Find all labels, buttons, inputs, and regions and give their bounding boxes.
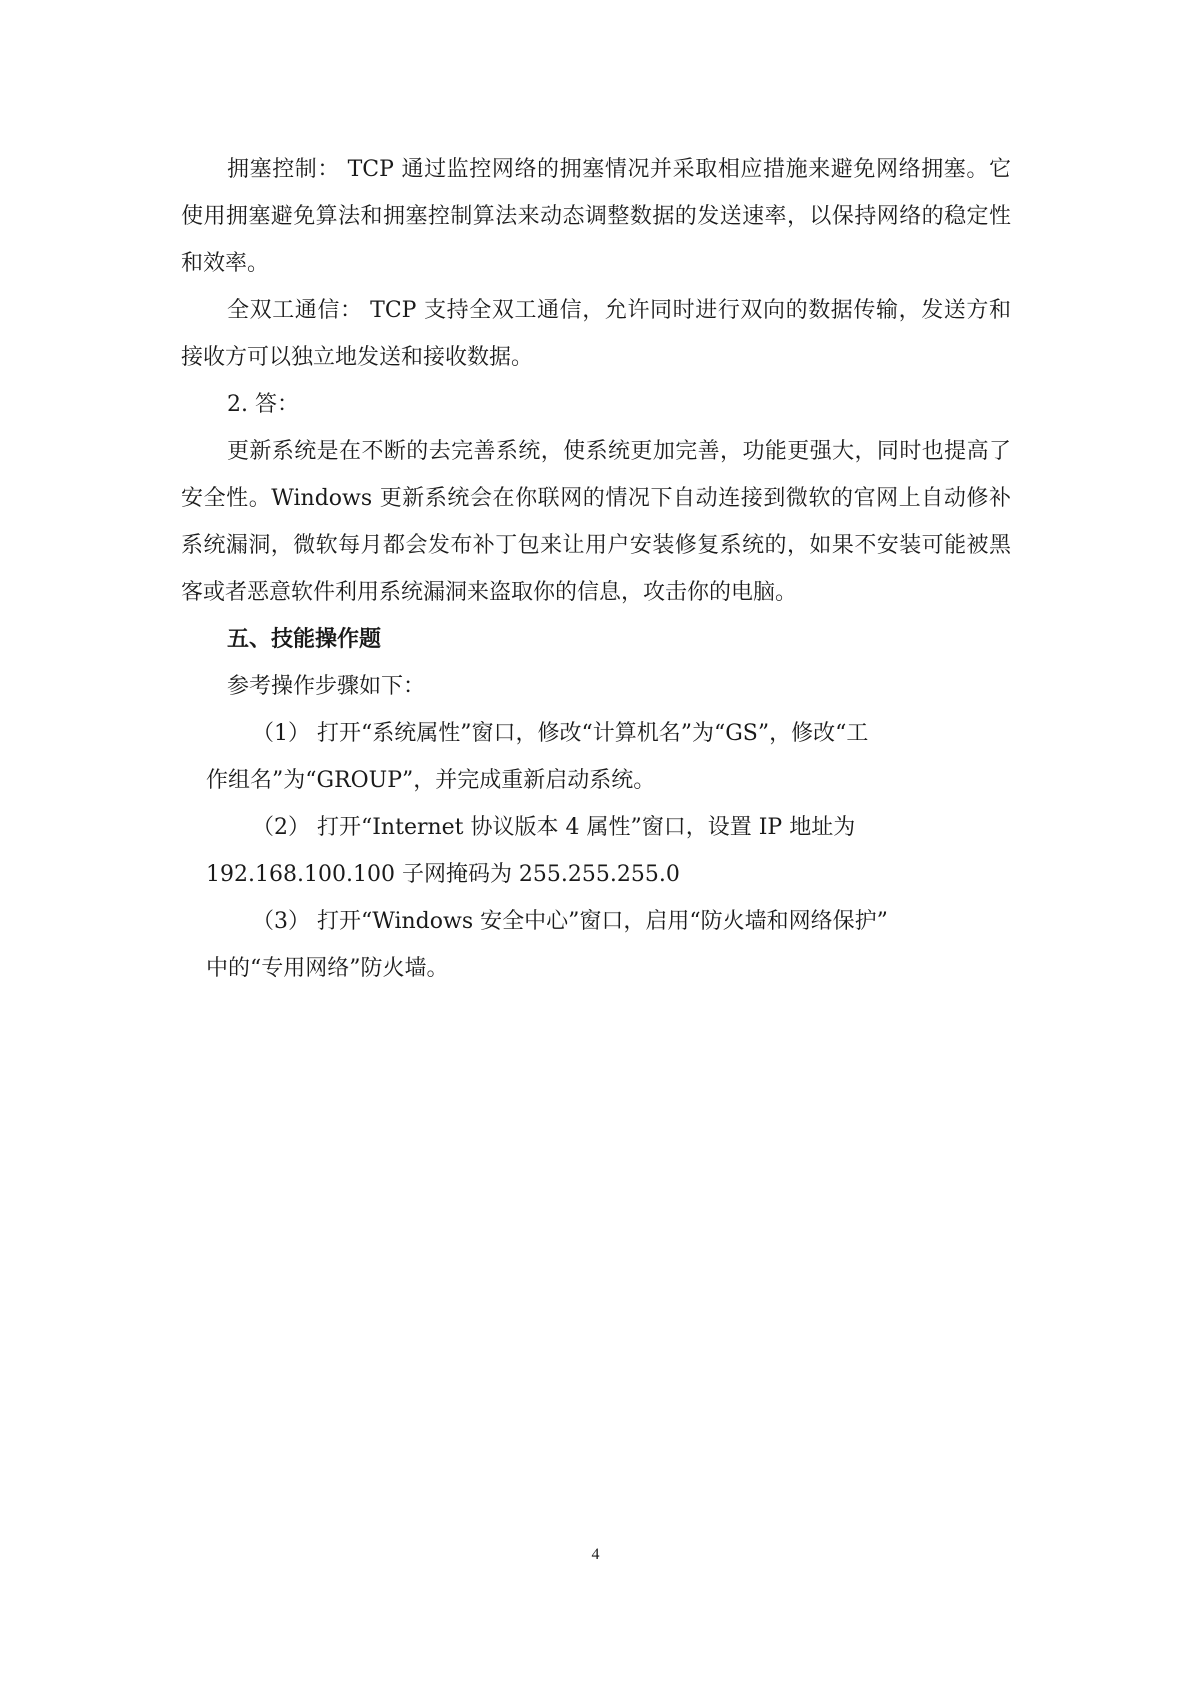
step-line-first: （2） 打开“Internet 协议版本 4 属性”窗口，设置 IP 地址为 <box>252 815 856 840</box>
step-line-rest: 作组名”为“GROUP”，并完成重新启动系统。 <box>206 768 656 793</box>
page-number: 4 <box>591 1546 600 1563</box>
step-item <box>181 710 1011 804</box>
paragraph-full-duplex: 全双工通信： TCP 支持全双工通信，允许同时进行双向的数据传输，发送方和接收方可以独立地发送和接收数据。 <box>181 298 1011 370</box>
answer-label: 2. 答： <box>227 392 299 417</box>
step-item <box>181 804 1011 898</box>
step-line-first: （3） 打开“Windows 安全中心”窗口，启用“防火墙和网络保护” <box>252 909 888 934</box>
step-item <box>181 898 1011 992</box>
section-heading: 五、技能操作题 <box>227 627 382 652</box>
page-body <box>181 146 1011 992</box>
step-line-first: （1） 打开“系统属性”窗口，修改“计算机名”为“GS”，修改“工 <box>252 721 869 746</box>
step-line-rest: 中的“专用网络”防火墙。 <box>206 956 449 981</box>
paragraph-congestion-control: 拥塞控制： TCP 通过监控网络的拥塞情况并采取相应措施来避免网络拥塞。它使用拥塞避免算法和拥塞控制算法来动态调整数据的发送速率，以保持网络的稳定性和效率。 <box>181 157 1011 276</box>
section-intro: 参考操作步骤如下： <box>227 674 426 699</box>
step-line-rest: 192.168.100.100 子网掩码为 255.255.255.0 <box>206 862 680 887</box>
paragraph-answer-body: 更新系统是在不断的去完善系统，使系统更加完善，功能更强大，同时也提高了安全性。Windows 更新系统会在你联网的情况下自动连接到微软的官网上自动修补系统漏洞，微软每月都会发布补丁包来让用户安装修复系统的，如果不安装可能被黑客或者恶意软件利用系统漏洞来盗取你的信息，攻击你的电脑。 <box>181 439 1011 605</box>
